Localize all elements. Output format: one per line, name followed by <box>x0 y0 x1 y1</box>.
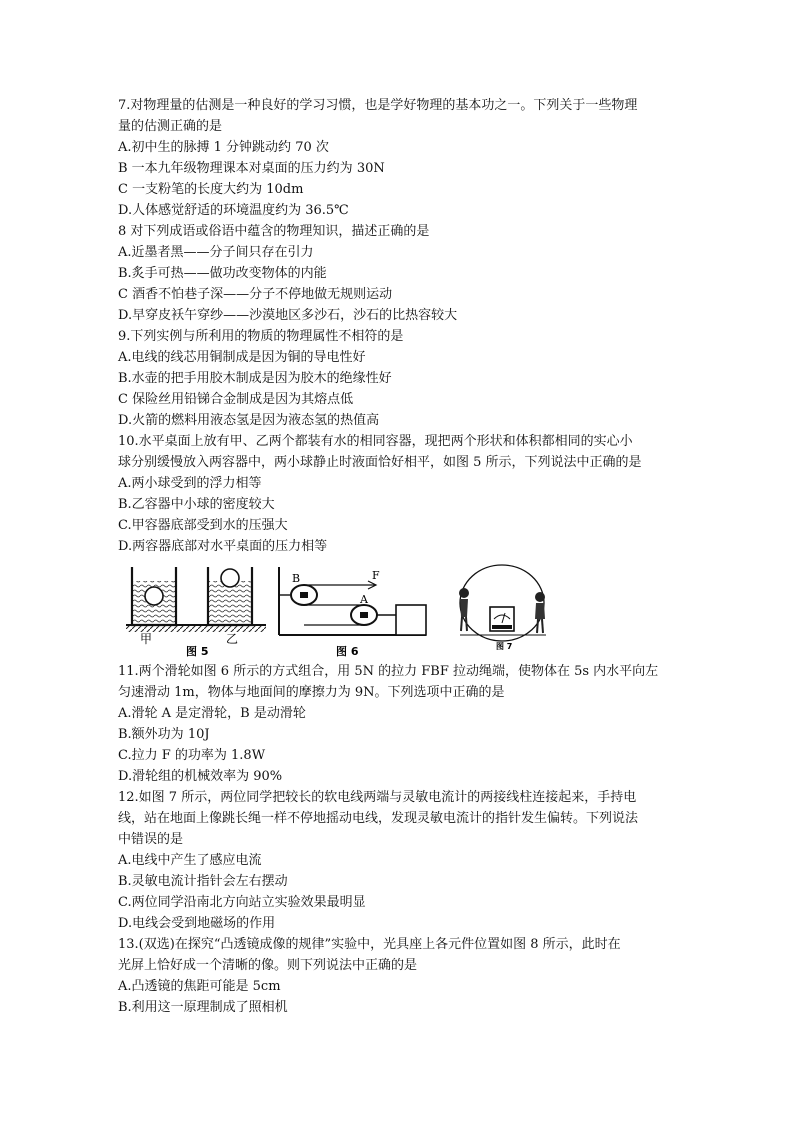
q12-option-d: D.电线会受到地磁场的作用 <box>118 916 276 931</box>
figure-6 <box>276 563 436 659</box>
figure-7-caption: 图 7 <box>496 642 513 651</box>
q10-option-c: C.甲容器底部受到水的压强大 <box>118 518 288 533</box>
q9-option-d: D.火箭的燃料用液态氢是因为液态氢的热值高 <box>118 413 380 428</box>
q7-stem-line-1: 7.对物理量的估测是一种良好的学习习惯，也是学好物理的基本功之一。下列关于一些物理 <box>118 98 638 113</box>
q13-option-a: A.凸透镜的焦距可能是 5cm <box>118 979 281 994</box>
q7-option-c: C 一支粉笔的长度大约为 10dm <box>118 182 304 197</box>
label-a: A <box>360 593 368 606</box>
label-jia: 甲 <box>140 632 153 646</box>
q9-stem-line-1: 9.下列实例与所利用的物质的物理属性不相符的是 <box>118 329 404 344</box>
figures-row <box>126 563 682 659</box>
q7-option-d: D.人体感觉舒适的环境温度约为 36.5℃ <box>118 203 349 218</box>
q8-stem-line-1: 8 对下列成语或俗语中蕴含的物理知识，描述正确的是 <box>118 224 430 239</box>
q7-option-b: B 一本九年级物理课本对桌面的压力约为 30N <box>118 161 385 176</box>
q7-option-a: A.初中生的脉搏 1 分钟跳动约 70 次 <box>118 140 329 155</box>
figure-5 <box>126 563 276 659</box>
q10-option-d: D.两容器底部对水平桌面的压力相等 <box>118 539 328 554</box>
q13-stem-line-2: 光屏上恰好成一个清晰的像。则下列说法中正确的是 <box>118 958 418 973</box>
label-yi: 乙 <box>226 632 239 646</box>
block <box>396 605 426 635</box>
q12-stem-line-1: 12.如图 7 所示，两位同学把较长的软电线两端与灵敏电流计的两接线柱连接起来，手持电 <box>118 790 637 805</box>
ball-jia <box>145 587 163 605</box>
q12-option-c: C.两位同学沿南北方向站立实验效果最明显 <box>118 895 366 910</box>
label-b: B <box>292 572 301 585</box>
q10-option-b: B.乙容器中小球的密度较大 <box>118 497 275 512</box>
figure-5-caption: 图 5 <box>186 645 209 658</box>
q11-stem-line-2: 匀速滑动 1m，物体与地面间的摩擦力为 9N。下列选项中正确的是 <box>118 685 505 700</box>
student-right <box>535 592 545 633</box>
q11-option-b: B.额外功为 10J <box>118 727 210 742</box>
q10-option-a: A.两小球受到的浮力相等 <box>118 476 262 491</box>
q11-stem-line-1: 11.两个滑轮如图 6 所示的方式组合，用 5N 的拉力 FBF 拉动绳端，使物体在 5s 内水平向左 <box>118 664 659 679</box>
q13-option-b: B.利用这一原理制成了照相机 <box>118 1000 288 1015</box>
q11-option-d: D.滑轮组的机械效率为 90% <box>118 769 283 784</box>
q11-option-c: C.拉力 F 的功率为 1.8W <box>118 748 266 763</box>
q10-stem-line-1: 10.水平桌面上放有甲、乙两个都装有水的相同容器，现把两个形状和体积都相同的实心小 <box>118 434 633 449</box>
q9-option-b: B.水壶的把手用胶木制成是因为胶木的绝缘性好 <box>118 371 392 386</box>
q8-option-c: C 酒香不怕巷子深——分子不停地做无规则运动 <box>118 287 393 302</box>
q8-option-b: B.炙手可热——做功改变物体的内能 <box>118 266 327 281</box>
figure-6-caption: 图 6 <box>336 645 359 658</box>
ball-yi <box>221 569 239 587</box>
q12-stem-line-3: 中错误的是 <box>118 832 184 847</box>
q7-stem-line-2: 量的估测正确的是 <box>118 119 223 134</box>
q8-option-a: A.近墨者黑——分子间只存在引力 <box>118 245 314 260</box>
q12-option-b: B.灵敏电流计指针会左右摆动 <box>118 874 288 889</box>
label-f: F <box>372 569 380 582</box>
q9-option-a: A.电线的线芯用铜制成是因为铜的导电性好 <box>118 350 366 365</box>
figure-7 <box>446 563 558 659</box>
q9-option-c: C 保险丝用铅锑合金制成是因为其熔点低 <box>118 392 354 407</box>
galvanometer <box>490 607 514 631</box>
q12-stem-line-2: 线，站在地面上像跳长绳一样不停地摇动电线，发现灵敏电流计的指针发生偏转。下列说法 <box>118 811 639 826</box>
q13-stem-line-1: 13.(双选)在探究“凸透镜成像的规律”实验中，光具座上各元件位置如图 8 所示，此时在 <box>118 937 621 952</box>
q12-option-a: A.电线中产生了感应电流 <box>118 853 262 868</box>
q8-option-d: D.早穿皮袄午穿纱——沙漠地区多沙石，沙石的比热容较大 <box>118 308 458 323</box>
q11-option-a: A.滑轮 A 是定滑轮，B 是动滑轮 <box>118 706 306 721</box>
q10-stem-line-2: 球分别缓慢放入两容器中，两小球静止时液面恰好相平，如图 5 所示，下列说法中正确的是 <box>118 455 642 470</box>
